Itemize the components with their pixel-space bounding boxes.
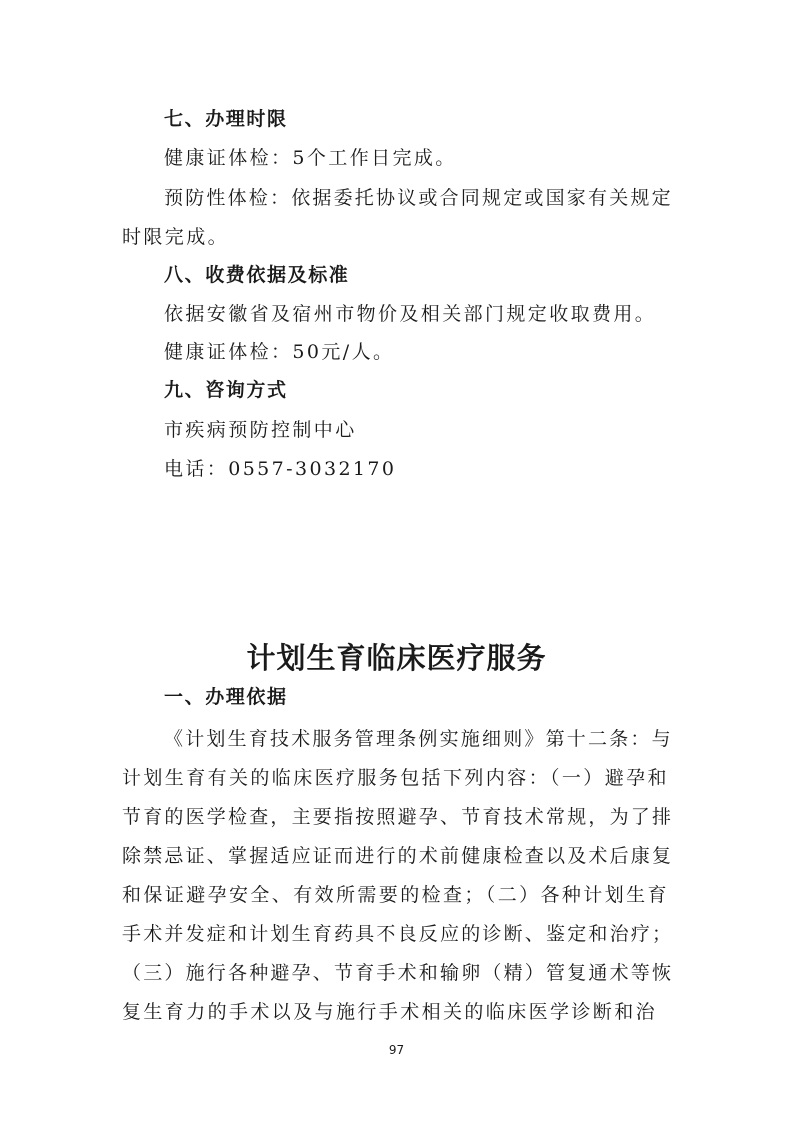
page-number: 97 xyxy=(388,1043,405,1057)
section-heading-7: 七、办理时限 xyxy=(164,108,288,130)
section-7-line-1: 健康证体检：5个工作日完成。 xyxy=(164,147,457,169)
section-7-line-2: 预防性体检：依据委托协议或合同规定或国家有关规定 xyxy=(164,187,673,209)
service-para-line-3: 节育的医学检查，主要指按照避孕、节育技术常规，为了排 xyxy=(122,806,674,828)
section-8-line-2: 健康证体检：50元/人。 xyxy=(164,341,395,363)
service-para-line-1: 《计划生育技术服务管理条例实施细则》第十二条：与 xyxy=(164,728,673,750)
section-heading-8: 八、收费依据及标准 xyxy=(164,264,350,286)
service-para-line-2: 计划生育有关的临床医疗服务包括下列内容：（一）避孕和 xyxy=(122,767,669,789)
section-9-phone: 电话：0557-3032170 xyxy=(164,458,397,480)
section-8-line-1: 依据安徽省及宿州市物价及相关部门规定收取费用。 xyxy=(164,303,657,325)
service-para-line-8: 复生育力的手术以及与施行手术相关的临床医学诊断和治 xyxy=(122,1001,658,1023)
section-9-line-1: 市疾病预防控制中心 xyxy=(164,419,357,441)
service-para-line-5: 和保证避孕安全、有效所需要的检查；（二）各种计划生育 xyxy=(122,884,669,906)
service-para-line-4: 除禁忌证、掌握适应证而进行的术前健康检查以及术后康复 xyxy=(122,845,674,867)
service-heading-1: 一、办理依据 xyxy=(164,686,288,708)
section-heading-9: 九、咨询方式 xyxy=(164,379,288,401)
service-title: 计划生育临床医疗服务 xyxy=(246,641,547,675)
service-para-line-7: （三）施行各种避孕、节育手术和输卵（精）管复通术等恢 xyxy=(122,962,674,984)
service-para-line-6: 手术并发症和计划生育药具不良反应的诊断、鉴定和治疗； xyxy=(122,923,674,945)
section-7-line-3: 时限完成。 xyxy=(122,226,230,248)
